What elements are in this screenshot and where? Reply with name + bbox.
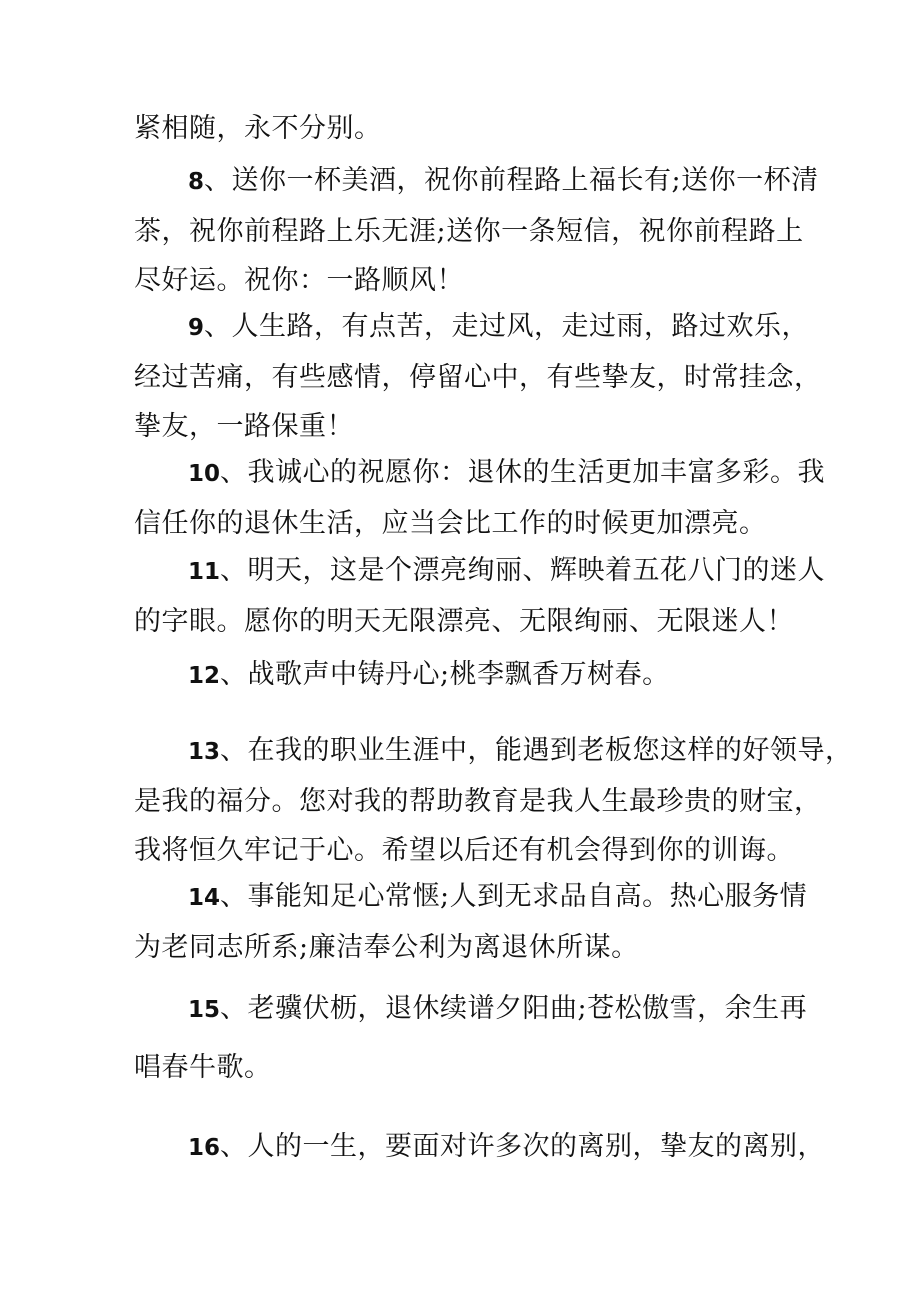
text-line (134, 980, 808, 1039)
text-segment: 、战歌声中铸丹心;桃李飘香万树春。 (220, 659, 670, 690)
item-number: 16 (188, 1135, 221, 1161)
paragraph-7-continuation (134, 104, 794, 153)
text-line (134, 726, 853, 777)
item-number: 10 (188, 461, 221, 487)
paragraph-16 (134, 1122, 826, 1173)
text-segment: 、明天，这是个漂亮绚丽、辉映着五花八门的迷人 (220, 555, 826, 586)
text-segment: 、人生路，有点苦，走过风，走过雨，路过欢乐， (204, 311, 810, 342)
paragraph-12 (134, 650, 794, 701)
text-line (134, 546, 826, 597)
paragraph-10 (134, 448, 826, 548)
text-segment: 、我诚心的祝愿你：退休的生活更加丰富多彩。我 (220, 457, 826, 488)
text-segment: 、事能知足心常惬;人到无求品自高。热心服务情 (220, 881, 808, 912)
item-number: 14 (188, 885, 221, 911)
text-line: 唱春牛歌。 (134, 1052, 272, 1083)
item-number: 12 (188, 663, 221, 689)
text-line (134, 650, 794, 701)
paragraph-9 (134, 302, 822, 451)
text-line: 经过苦痛，有些感情，停留心中，有些挚友，时常挂念， (134, 362, 822, 393)
text-line: 紧相随，永不分别。 (134, 113, 382, 144)
item-number: 13 (188, 739, 221, 765)
text-line: 是我的福分。您对我的帮助教育是我人生最珍贵的财宝， (134, 786, 822, 817)
paragraph-13 (134, 726, 853, 875)
text-line: 茶，祝你前程路上乐无涯;送你一条短信，祝你前程路上 (134, 216, 804, 247)
text-line: 信任你的退休生活，应当会比工作的时候更加漂亮。 (134, 508, 767, 539)
text-line: 尽好运。祝你：一路顺风！ (134, 265, 464, 296)
paragraph-14 (134, 872, 808, 972)
item-number: 15 (188, 997, 221, 1023)
text-line: 我将恒久牢记于心。希望以后还有机会得到你的训诲。 (134, 835, 794, 866)
item-number: 8 (188, 169, 205, 195)
text-line (134, 302, 810, 353)
item-number: 9 (188, 315, 205, 341)
text-segment: 、老骥伏枥，退休续谱夕阳曲;苍松傲雪，余生再 (220, 993, 808, 1024)
paragraph-11 (134, 546, 826, 646)
text-line (134, 156, 819, 207)
text-segment: 、人的一生，要面对许多次的离别，挚友的离别， (220, 1131, 826, 1162)
text-line: 挚友，一路保重！ (134, 411, 354, 442)
item-number: 11 (188, 559, 221, 585)
paragraph-8 (134, 156, 819, 305)
text-line: 的字眼。愿你的明天无限漂亮、无限绚丽、无限迷人！ (134, 606, 794, 637)
paragraph-15 (134, 980, 808, 1096)
text-segment: 、送你一杯美酒，祝你前程路上福长有;送你一杯清 (204, 165, 819, 196)
text-line (134, 448, 826, 499)
text-line (134, 872, 808, 923)
text-line: 为老同志所系;廉洁奉公利为离退休所谋。 (134, 932, 639, 963)
text-segment: 、在我的职业生涯中，能遇到老板您这样的好领导， (220, 735, 853, 766)
text-line (134, 1122, 826, 1173)
